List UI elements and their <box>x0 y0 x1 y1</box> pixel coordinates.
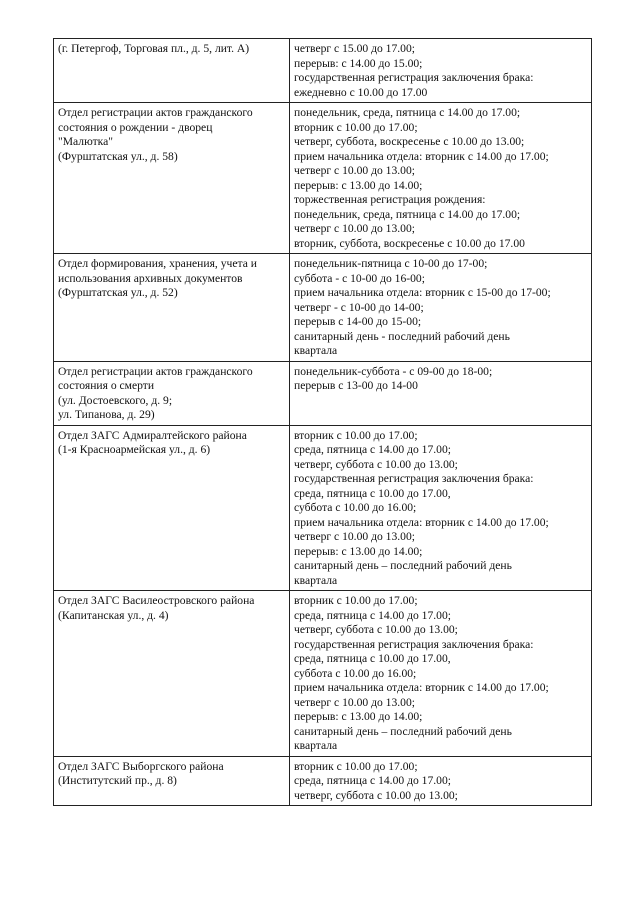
schedule-line: четверг с 10.00 до 13.00; <box>294 530 415 543</box>
schedule-line: четверг с 10.00 до 13.00; <box>294 695 415 709</box>
schedule-cell <box>290 103 592 254</box>
department-line: Отдел ЗАГС Адмиралтейского района <box>58 428 247 442</box>
schedule-line: перерыв: с 13.00 до 14.00; <box>294 544 423 558</box>
department-cell <box>54 591 290 757</box>
schedule-line: четверг, суббота, воскресенье с 10.00 до 13.00; <box>294 135 525 148</box>
schedule-cell <box>290 591 592 757</box>
table-row <box>54 756 592 806</box>
table-row <box>54 254 592 362</box>
department-line: (Фурштатская ул., д. 58) <box>58 149 178 163</box>
department-cell <box>54 254 290 362</box>
department-cell <box>54 39 290 103</box>
schedule-line: ежедневно с 10.00 до 17.00 <box>294 85 428 99</box>
schedule-line: санитарный день – последний рабочий день <box>294 724 512 738</box>
schedule-line: вторник с 10.00 до 17.00; <box>294 428 418 442</box>
department-line: "Малютка" <box>58 135 113 148</box>
schedule-line: среда, пятница с 10.00 до 17.00, <box>294 652 451 665</box>
department-line: Отдел ЗАГС Выборгского района <box>58 759 224 773</box>
department-line: (1-я Красноармейская ул., д. 6) <box>58 443 211 456</box>
department-line: ул. Типанова, д. 29) <box>58 408 155 421</box>
table-row <box>54 425 592 591</box>
schedule-line: перерыв с 14-00 до 15-00; <box>294 315 422 328</box>
schedule-line: понедельник, среда, пятница с 14.00 до 17.00; <box>294 207 521 221</box>
schedule-cell <box>290 756 592 806</box>
schedule-table <box>53 38 592 806</box>
department-line: (г. Петергоф, Торговая пл., д. 5, лит. А) <box>58 42 250 55</box>
schedule-line: прием начальника отдела: вторник с 14.00 до 17.00; <box>294 515 549 529</box>
schedule-line: перерыв с 13-00 до 14-00 <box>294 379 418 392</box>
department-cell <box>54 103 290 254</box>
schedule-line: среда, пятница с 14.00 до 17.00; <box>294 608 451 622</box>
schedule-line: вторник с 10.00 до 17.00; <box>294 120 418 134</box>
department-line: (ул. Достоевского, д. 9; <box>58 393 173 407</box>
schedule-line: четверг, суббота с 10.00 до 13.00; <box>294 457 458 471</box>
department-cell <box>54 425 290 591</box>
schedule-line: перерыв: с 14.00 до 15.00; <box>294 56 423 70</box>
schedule-line: четверг, суббота с 10.00 до 13.00; <box>294 788 458 802</box>
table-row <box>54 361 592 425</box>
schedule-line: вторник с 10.00 до 17.00; <box>294 759 418 773</box>
schedule-cell <box>290 39 592 103</box>
department-line: (Фурштатская ул., д. 52) <box>58 286 178 299</box>
schedule-table-body <box>54 39 592 806</box>
schedule-cell <box>290 254 592 362</box>
schedule-line: прием начальника отдела: вторник с 14.00 до 17.00; <box>294 681 549 694</box>
department-line: состояния о смерти <box>58 379 155 392</box>
schedule-line: среда, пятница с 14.00 до 17.00; <box>294 443 451 456</box>
schedule-line: суббота с 10.00 до 16.00; <box>294 666 417 680</box>
schedule-line: прием начальника отдела: вторник с 14.00 до 17.00; <box>294 149 549 163</box>
schedule-line: понедельник, среда, пятница с 14.00 до 17.00; <box>294 106 521 119</box>
department-line: Отдел ЗАГС Василеостровского района <box>58 594 255 607</box>
schedule-line: перерыв: с 13.00 до 14.00; <box>294 710 423 723</box>
schedule-line: среда, пятница с 14.00 до 17.00; <box>294 774 451 787</box>
schedule-line: четверг с 10.00 до 13.00; <box>294 222 415 235</box>
department-cell <box>54 361 290 425</box>
schedule-line: торжественная регистрация рождения: <box>294 193 486 206</box>
table-row <box>54 39 592 103</box>
department-line: использования архивных документов <box>58 271 243 285</box>
department-line: состояния о рождении - дворец <box>58 120 213 134</box>
schedule-line: квартала <box>294 573 338 587</box>
schedule-line: понедельник-суббота - с 09-00 до 18-00; <box>294 364 493 378</box>
schedule-line: четверг с 10.00 до 13.00; <box>294 164 415 177</box>
schedule-line: государственная регистрация заключения брака: <box>294 637 534 651</box>
schedule-line: прием начальника отдела: вторник с 15-00 до 17-00; <box>294 286 551 299</box>
schedule-line: понедельник-пятница с 10-00 до 17-00; <box>294 257 488 270</box>
schedule-line: санитарный день – последний рабочий день <box>294 559 512 572</box>
schedule-line: санитарный день - последний рабочий день <box>294 329 510 343</box>
schedule-line: среда, пятница с 10.00 до 17.00, <box>294 486 451 500</box>
schedule-line: суббота с 10.00 до 16.00; <box>294 501 417 514</box>
schedule-line: четверг, суббота с 10.00 до 13.00; <box>294 623 458 636</box>
table-row <box>54 103 592 254</box>
schedule-cell <box>290 425 592 591</box>
schedule-line: государственная регистрация заключения брака: <box>294 472 534 485</box>
schedule-line: квартала <box>294 739 338 752</box>
schedule-line: вторник с 10.00 до 17.00; <box>294 594 418 607</box>
schedule-line: вторник, суббота, воскресенье с 10.00 до 17.00 <box>294 236 525 250</box>
department-line: (Капитанская ул., д. 4) <box>58 608 169 622</box>
schedule-line: перерыв: с 13.00 до 14.00; <box>294 178 423 192</box>
department-line: Отдел регистрации актов гражданского <box>58 106 253 119</box>
schedule-line: квартала <box>294 344 338 357</box>
schedule-line: четверг с 15.00 до 17.00; <box>294 42 415 55</box>
schedule-cell <box>290 361 592 425</box>
department-cell <box>54 756 290 806</box>
department-line: (Институтский пр., д. 8) <box>58 774 177 787</box>
table-row <box>54 591 592 757</box>
department-line: Отдел регистрации актов гражданского <box>58 364 253 378</box>
schedule-line: четверг - с 10-00 до 14-00; <box>294 300 424 314</box>
department-line: Отдел формирования, хранения, учета и <box>58 257 257 270</box>
schedule-line: суббота - с 10-00 до 16-00; <box>294 271 425 285</box>
schedule-line: государственная регистрация заключения брака: <box>294 71 534 84</box>
